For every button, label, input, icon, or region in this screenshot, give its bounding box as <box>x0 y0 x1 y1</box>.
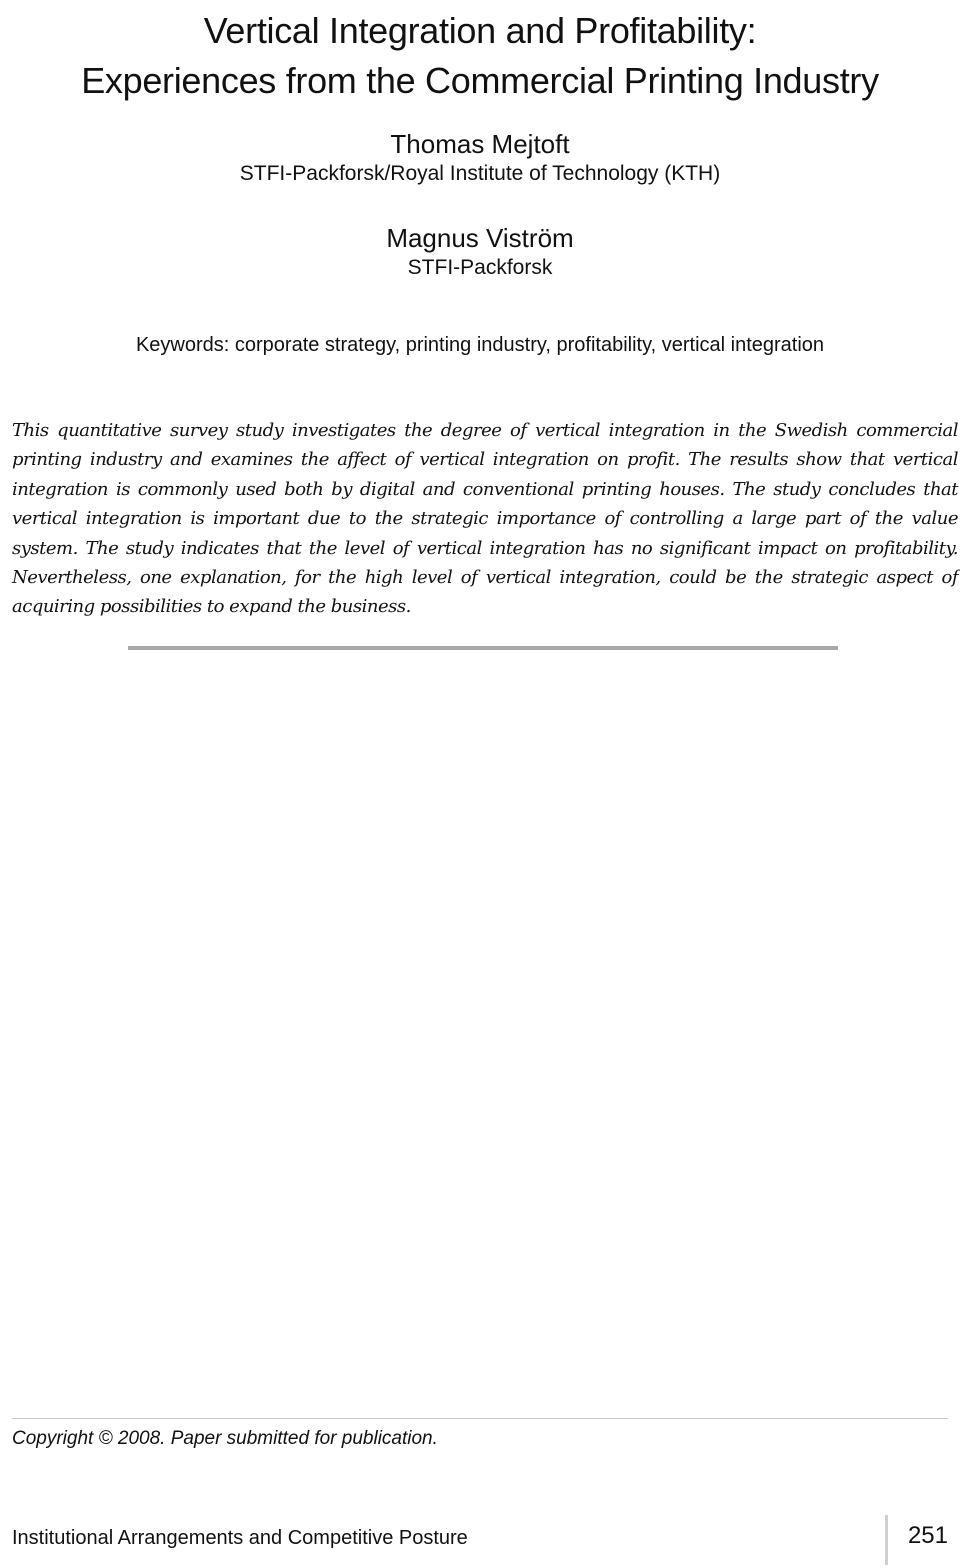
author-name: Magnus Viström <box>386 223 574 253</box>
abstract: This quantitative survey study investigates the degree of vertical integration in the Swedish commercial printing industry and examines the affect of vertical integration on profit. The results show that vertical integration is commonly used both by digital and conventional printing houses. The study concludes that vertical integration is important due to the strategic importance of controlling a large part of the value system. The study indicates that the level of vertical integration has no significant impact on profitability. Nevertheless, one explanation, for the high level of vertical integration, could be the strategic aspect of acquiring possibilities to expand the business. <box>12 420 958 618</box>
running-footer-title: Institutional Arrangements and Competitive Posture <box>12 1527 468 1549</box>
footer-divider <box>885 1515 888 1565</box>
copyright-notice: Copyright © 2008. Paper submitted for publication. <box>12 1428 438 1449</box>
footnote-separator <box>12 1418 948 1419</box>
section-divider <box>128 646 838 650</box>
paper-title <box>0 6 960 106</box>
author-block-2 <box>0 222 960 282</box>
author-affiliation: STFI-Packforsk <box>407 256 553 279</box>
author-name: Thomas Mejtoft <box>390 129 570 159</box>
author-affiliation: STFI-Packforsk/Royal Institute of Technology (KTH) <box>239 162 721 185</box>
page-number: 251 <box>907 1522 948 1549</box>
title-line-2: Experiences from the Commercial Printing Industry <box>81 60 879 101</box>
title-line-1: Vertical Integration and Profitability: <box>203 10 757 51</box>
keywords: Keywords: corporate strategy, printing industry, profitability, vertical integration <box>135 334 825 356</box>
author-block-1 <box>0 128 960 188</box>
